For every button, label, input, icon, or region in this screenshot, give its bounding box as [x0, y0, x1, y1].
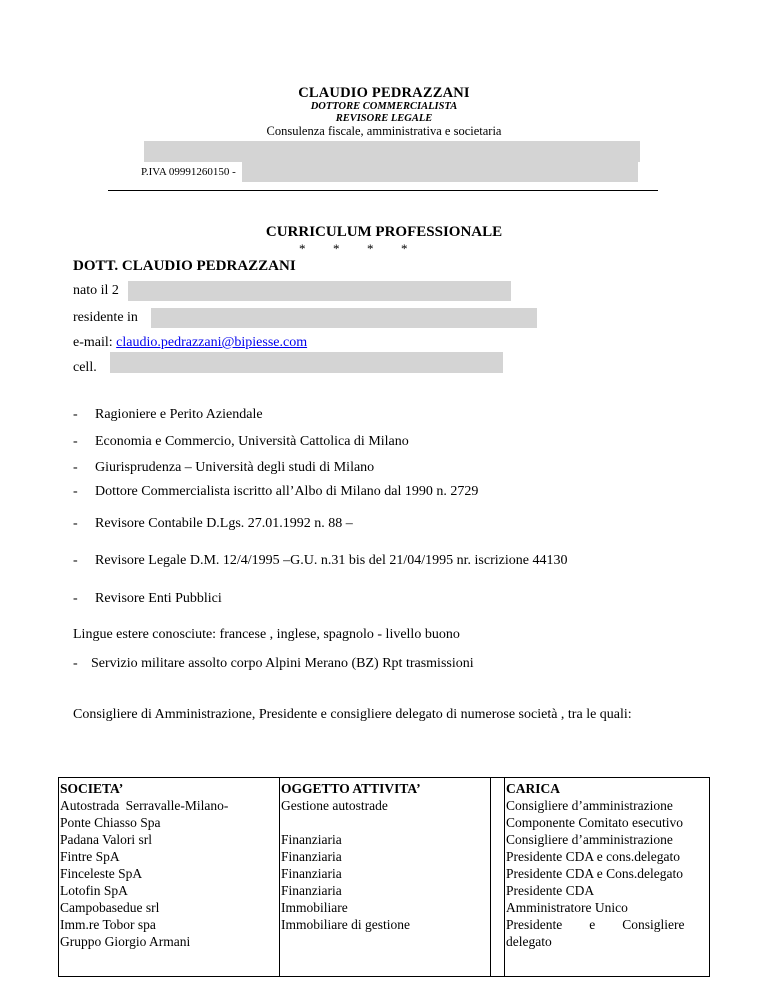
redacted-residence: [151, 308, 537, 328]
piva-text: P.IVA 09991260150 -: [141, 166, 236, 178]
letterhead-title-1: DOTTORE COMMERCIALISTA: [310, 101, 458, 112]
redacted-phone: [110, 352, 503, 373]
redacted-birth-info: [128, 281, 511, 301]
table-row: Ponte Chiasso Spa Componente Comitato esecutivo: [60, 815, 683, 830]
table-row: Campobasedue srl Immobiliare Amministratore Unico: [60, 900, 628, 915]
email-line: e-mail: claudio.pedrazzani@bipiesse.com: [73, 335, 308, 350]
header-carica: CARICA: [506, 781, 560, 796]
person-name: DOTT. CLAUDIO PEDRAZZANI: [73, 258, 296, 274]
residence-line: residente in: [73, 310, 138, 325]
redacted-address-block: [144, 141, 640, 162]
header-divider: [108, 190, 658, 191]
star-separator: * * * *: [299, 241, 408, 256]
table-row: Lotofin SpA Finanziaria Presidente CDA: [60, 883, 595, 898]
table-row: Fintre SpA Finanziaria Presidente CDA e cons.delegato: [60, 849, 680, 864]
email-link[interactable]: claudio.pedrazzani@bipiesse.com: [116, 335, 308, 350]
table-row: Finceleste SpA Finanziaria Presidente CDA e Cons.delegato: [60, 866, 683, 881]
redacted-contact-block: [242, 160, 638, 182]
cell-line: cell.: [73, 360, 97, 375]
table-row: Padana Valori srl Finanziaria Consigliere d’amministrazione: [60, 832, 673, 847]
letterhead-name: CLAUDIO PEDRAZZANI: [298, 85, 470, 101]
companies-table: [58, 778, 708, 950]
header-oggetto: OGGETTO ATTIVITA’: [281, 781, 421, 796]
letterhead-description: Consulenza fiscale, amministrativa e societaria: [266, 124, 502, 138]
header-societa: SOCIETA’: [60, 781, 124, 796]
roles-intro: Consigliere di Amministrazione, Presidente e consigliere delegato di numerose società , tra le quali:: [73, 707, 632, 722]
table-header-row: [58, 778, 708, 797]
table-row: Imm.re Tobor spa Immobiliare di gestione Presidente e Consigliere: [60, 917, 685, 932]
birth-line: nato il 2: [73, 283, 119, 298]
languages-text: Lingue estere conosciute: francese , inglese, spagnolo - livello buono: [73, 627, 460, 642]
cv-title: CURRICULUM PROFESSIONALE: [265, 224, 503, 240]
table-row: Autostrada Serravalle-Milano- Gestione autostrade Consigliere d’amministrazione: [60, 798, 673, 813]
table-row: Gruppo Giorgio Armani delegato: [60, 934, 552, 949]
letterhead-title-2: REVISORE LEGALE: [335, 113, 433, 124]
